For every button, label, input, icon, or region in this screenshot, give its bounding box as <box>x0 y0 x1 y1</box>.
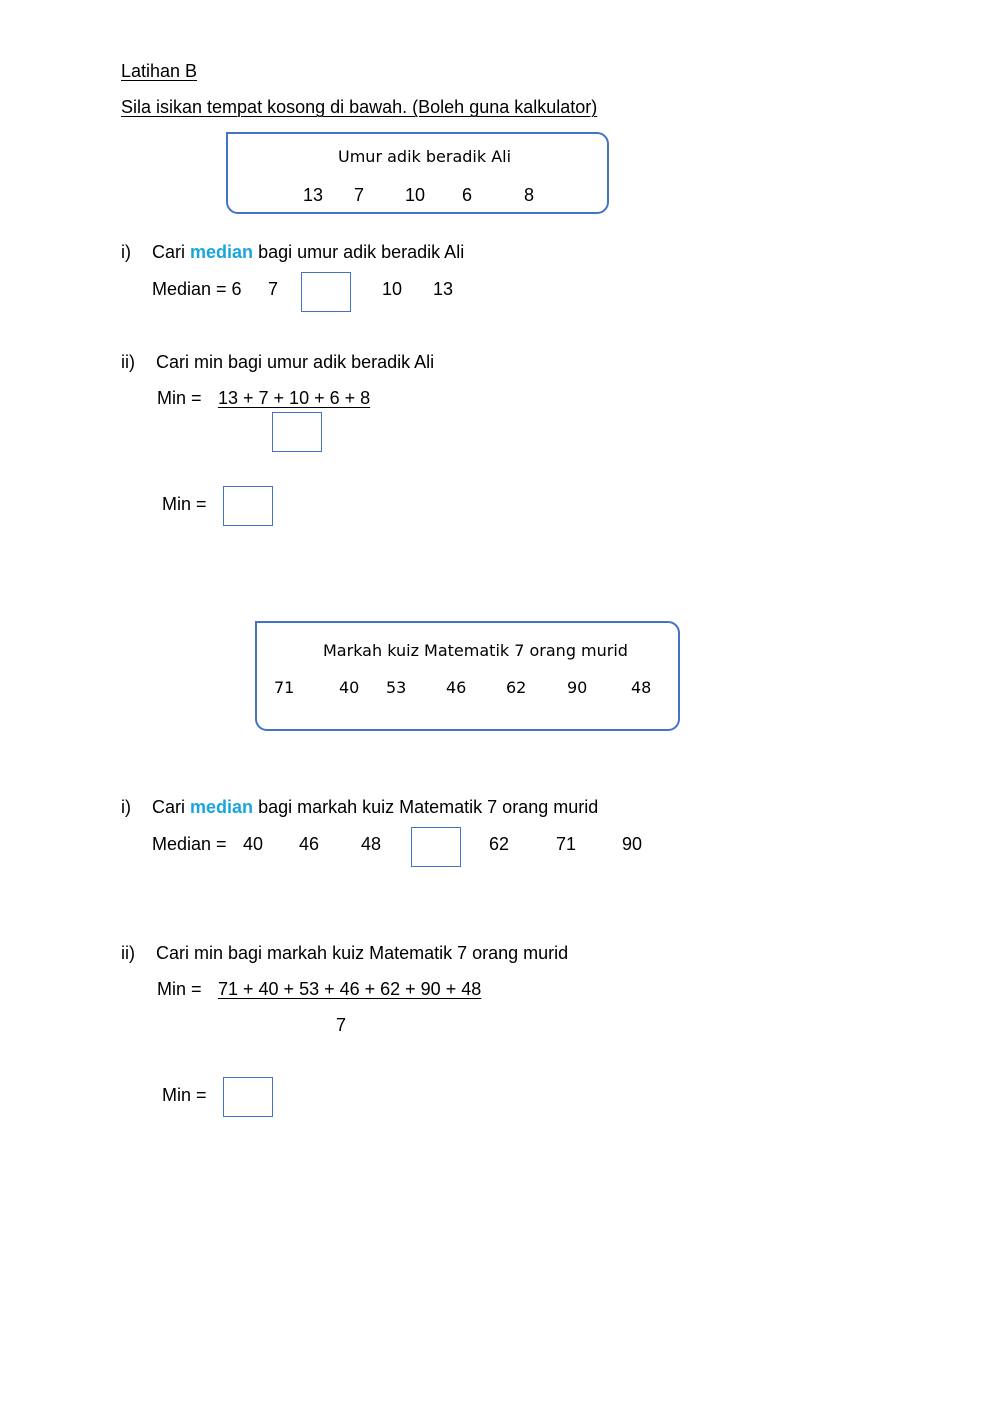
data-box-caption: Umur adik beradik Ali <box>338 147 512 166</box>
data-box-caption: Markah kuiz Matematik 7 orang murid <box>323 641 628 660</box>
mean-result-label: Min = <box>162 1085 207 1105</box>
median-keyword: median <box>190 797 254 817</box>
question-text <box>152 243 464 261</box>
mean-answer-box[interactable] <box>223 486 273 526</box>
question-suffix: bagi umur adik beradik Ali <box>258 242 465 262</box>
median-answer-box[interactable] <box>301 272 351 312</box>
data-value: 10 <box>405 185 426 205</box>
question-text: Cari min bagi umur adik beradik Ali <box>156 352 435 372</box>
sequence-value: 46 <box>299 834 320 854</box>
mean-label: Min = <box>157 979 202 999</box>
sequence-value: 40 <box>243 834 264 854</box>
mean-denominator: 7 <box>336 1015 347 1035</box>
question-number: i) <box>121 242 131 262</box>
question-text: Cari min bagi markah kuiz Matematik 7 orang murid <box>156 943 569 963</box>
median-answer-box[interactable] <box>411 827 461 867</box>
sequence-value: 10 <box>382 279 403 299</box>
data-value: 53 <box>386 678 407 697</box>
sequence-value: 71 <box>556 834 577 854</box>
question-number: ii) <box>121 352 135 372</box>
data-value: 46 <box>446 678 467 697</box>
question-number: i) <box>121 797 131 817</box>
question-prefix: Cari <box>152 242 186 262</box>
data-value: 7 <box>354 185 365 205</box>
question-number: ii) <box>121 943 135 963</box>
data-value: 71 <box>274 678 295 697</box>
data-box-marks <box>255 621 680 731</box>
mean-result-label: Min = <box>162 494 207 514</box>
worksheet-title: Latihan B <box>121 61 198 81</box>
data-box-ages <box>226 132 609 214</box>
mean-numerator: 13 + 7 + 10 + 6 + 8 <box>218 388 371 408</box>
sequence-value: 48 <box>361 834 382 854</box>
median-keyword: median <box>190 242 254 262</box>
mean-label: Min = <box>157 388 202 408</box>
sequence-value: 90 <box>622 834 643 854</box>
question-suffix: bagi markah kuiz Matematik 7 orang murid <box>258 797 599 817</box>
median-label: Median = <box>152 834 227 854</box>
sequence-value: 7 <box>268 279 279 299</box>
data-value: 90 <box>567 678 588 697</box>
data-value: 48 <box>631 678 652 697</box>
data-value: 40 <box>339 678 360 697</box>
sequence-value: 62 <box>489 834 510 854</box>
data-value: 13 <box>303 185 324 205</box>
question-text <box>152 798 598 816</box>
median-label: Median = 6 <box>152 279 242 299</box>
sequence-value: 13 <box>433 279 454 299</box>
instruction-text: Sila isikan tempat kosong di bawah. (Boleh guna kalkulator) <box>121 97 598 117</box>
mean-answer-box[interactable] <box>223 1077 273 1117</box>
question-prefix: Cari <box>152 797 186 817</box>
data-value: 6 <box>462 185 473 205</box>
denominator-answer-box[interactable] <box>272 412 322 452</box>
data-value: 62 <box>506 678 527 697</box>
data-value: 8 <box>524 185 535 205</box>
mean-numerator: 71 + 40 + 53 + 46 + 62 + 90 + 48 <box>218 979 482 999</box>
